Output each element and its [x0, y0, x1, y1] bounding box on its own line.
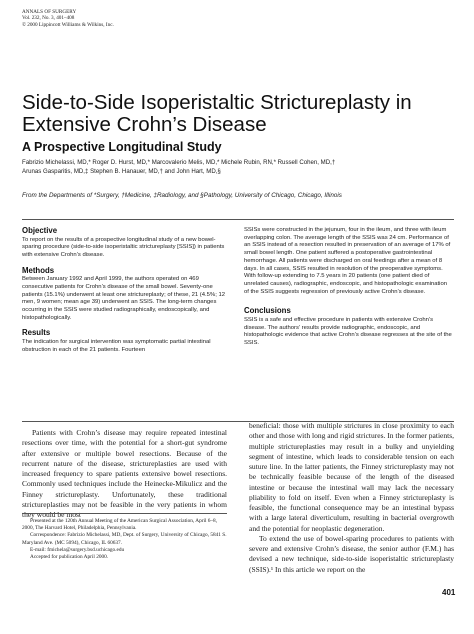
- abstract-right-column: [244, 227, 452, 348]
- body-paragraph: Patients with Crohn’s disease may require repeated intestinal resections over time, with the potential for a short-gut syndrome after extensive or multiple bowel resections. Because of the recurrent nature of the disease, strictureplasties are used with increased frequency to spare patients extensive bowel resections. Commonly used techniques include the Heinecke-Mikulicz and the Finney strictureplasty. Unfortunately, these traditional strictureplasties may not be feasible in the very patients in whom they would be most: [22, 428, 227, 519]
- conclusions-text: SSIS is a safe and effective procedure in patients with extensive Crohn’s disease. The authors’ results provide radiographic, endoscopic, and histopathologic evidence that active Crohn’s disease regresses at the site of the SSIS.: [244, 316, 452, 346]
- article-subtitle: A Prospective Longitudinal Study: [22, 140, 222, 154]
- footnote: [22, 518, 227, 561]
- article-title: Side-to-Side Isoperistaltic Strictureplasty in Extensive Crohn’s Disease: [22, 91, 412, 136]
- page-number: 401: [442, 588, 456, 597]
- body-paragraph: To extend the use of bowel-sparing procedures to patients with severe and extensive Crohn’s disease, the senior author (F.M.) has devised a new technique, side-to-side isoperistaltic strictureplasty (SSIS).¹ In this article we report on the: [249, 533, 454, 574]
- results-text: The indication for surgical intervention was symptomatic partial intestinal obstruction in each of the 21 patients. Fourteen: [22, 338, 211, 353]
- footnote-email: E-mail: fmichela@surgery.bsd.uchicago.edu: [30, 546, 125, 553]
- footnote-presented: Presented at the 120th Annual Meeting of the American Surgical Association, April 6–8, 2000, The Harvard Hotel, Philadelphia, Pennsylvania.: [22, 518, 218, 532]
- objective-text: To report on the results of a prospective longitudinal study of a new bowel-sparing procedure (side-to-side isoperistaltic strictureplasty [SSIS]) in patients with extensive Crohn’s disease.: [22, 236, 225, 258]
- footnote-accepted: Accepted for publication April 2000.: [30, 554, 109, 561]
- footnote-rule: [22, 513, 227, 514]
- conclusions-heading: Conclusions: [244, 306, 291, 316]
- journal-name: ANNALS OF SURGERY: [22, 9, 77, 15]
- authors-line-2: Arunas Gasparitis, MD,‡ Stephen B. Hanauer, MD,† and John Hart, MD,§: [22, 167, 221, 175]
- results-continued: SSISs were constructed in the jejunum, four in the ileum, and three with ileum overlapping colon. The average length of the SSIS was 24 cm. Performance of an SSIS instead of a resection resulted in preservation of an average of 17% of small bowel length. One patient suffered a postoperative gastrointestinal hemorrhage. All patients were discharged on oral feedings after a mean of 8 days. In all cases, SSIS resulted in resolution of the preoperative symptoms. With follow-up extending to 7.5 years in 20 patients (one patient died of unrelated causes), radiographic, endoscopic, and histopathologic examination of the SSIS suggests regression of previously active Crohn’s disease.: [244, 227, 451, 295]
- abstract-left-column: [22, 226, 230, 354]
- journal-copyright: © 2000 Lippincott Williams & Wilkins, Inc.: [22, 21, 114, 28]
- footnote-correspondence: Correspondence: Fabrizio Michelassi, MD, Dept. of Surgery, University of Chicago, 5841 S. Maryland Ave. (MC 5094), Chicago, IL 60637.: [22, 532, 227, 546]
- author-list: [22, 159, 462, 176]
- body-right-column: [249, 421, 454, 575]
- body-paragraph: beneficial: those with multiple strictures in close proximity to each other and those with long and rigid strictures. In the former patients, multiple strictureplasties may result in a bulky and unyielding segment of intestine, which leads to considerable tension on each suture line. In the latter patients, the Finney strictureplasty may not be technically feasible because of the length of the diseased intestine or because the intestinal wall may lack the necessary pliability to fold on itself. Even when a Finney strictureplasty is feasible, the functional consequence may be an intestinal bypass with a large lateral diverticulum, resulting in bacterial overgrowth and the potential for neoplastic degeneration.: [249, 421, 454, 533]
- objective-heading: Objective: [22, 226, 58, 235]
- methods-text: Between January 1992 and April 1999, the authors operated on 469 consecutive patients for Crohn’s disease of the small bowel. Seventy-one patients (15.1%) underwent at least one strictureplasty; of these, 21 (4.5%; 12 men, 9 women; mean age 39) underwent an SSIS. The long-term changes occurring in the SSIS were studied radiographically, endoscopically, and histopathologically.: [22, 276, 226, 321]
- body-left-column: [22, 428, 227, 520]
- results-heading: Results: [22, 328, 51, 338]
- methods-heading: Methods: [22, 265, 55, 275]
- journal-header: [22, 9, 222, 28]
- abstract-top-rule: [22, 219, 454, 220]
- journal-volume: Vol. 232, No. 3, 401–408: [22, 15, 75, 22]
- authors-line-1: Fabrizio Michelassi, MD,* Roger D. Hurst, MD,* Marcovalerio Melis, MD,* Michele Rubin, RN,* Russell Cohen, MD,†: [22, 159, 336, 166]
- affiliation: From the Departments of *Surgery, †Medicine, ‡Radiology, and §Pathology, University of Chicago, Chicago, Illinois: [22, 192, 342, 199]
